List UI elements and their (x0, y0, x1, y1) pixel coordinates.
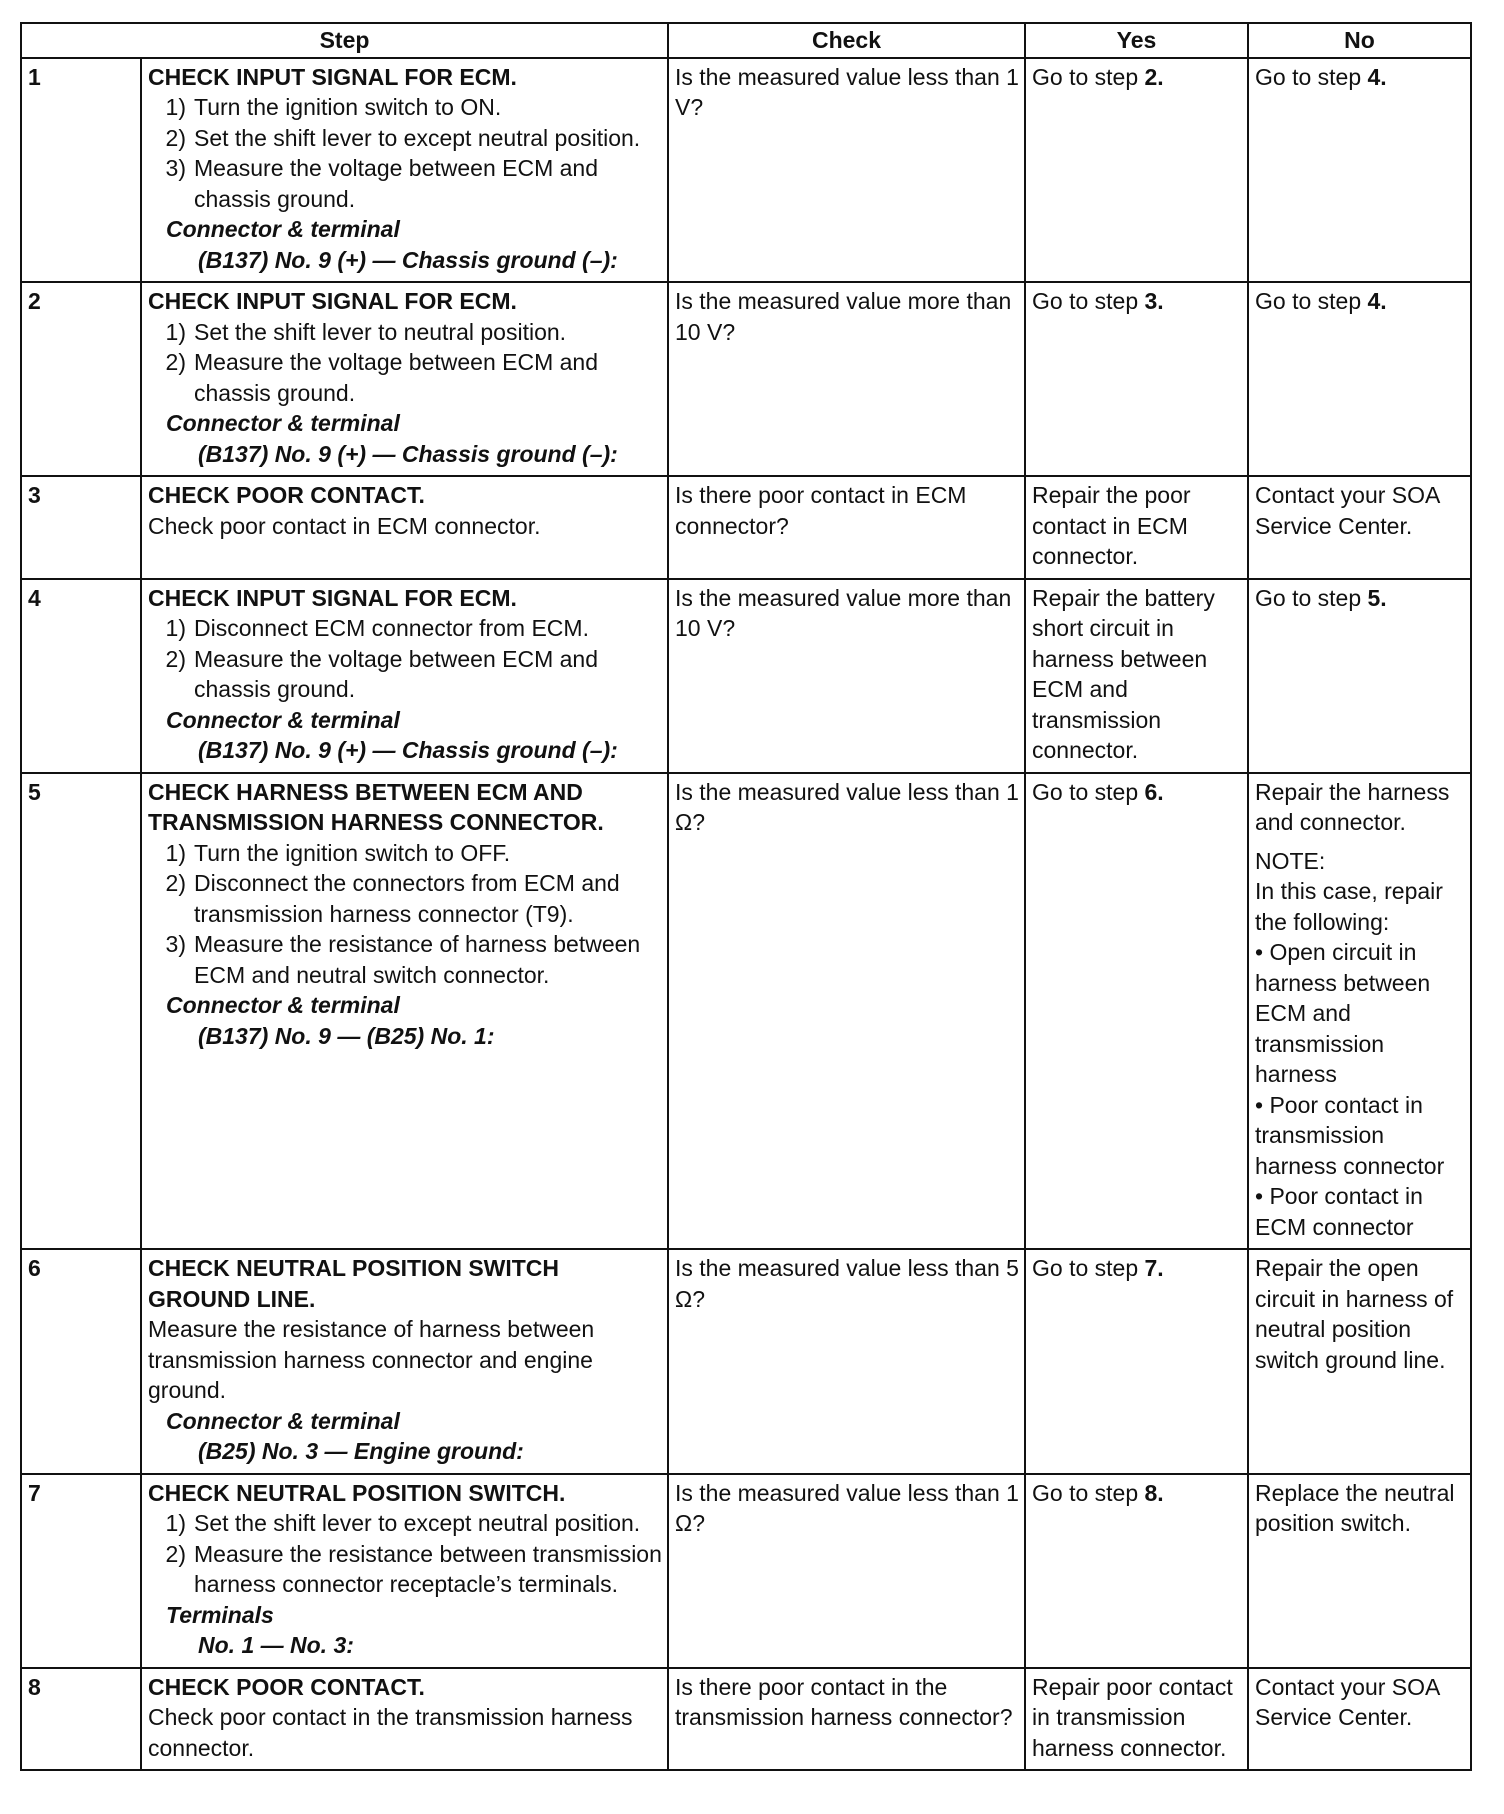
check-cell: Is the measured value less than 1 Ω? (668, 773, 1025, 1250)
no-step-number: 4. (1367, 63, 1387, 90)
step-instruction (148, 868, 662, 929)
step-number: 3 (21, 476, 141, 579)
yes-cell (1025, 1249, 1248, 1474)
yes-step-number: 7. (1144, 1255, 1164, 1281)
instruction-text: Measure the resistance between transmission harness connector receptacle’s terminals. (194, 1540, 662, 1597)
yes-cell (1025, 773, 1248, 1250)
header-step: Step (21, 23, 668, 58)
no-text: Contact your SOA Service Center. (1255, 482, 1440, 539)
no-text: Replace the neutral position switch. (1255, 1479, 1455, 1536)
instruction-text: Set the shift lever to except neutral position. (194, 124, 641, 151)
yes-cell (1025, 58, 1248, 283)
yes-step-number: 6. (1144, 778, 1164, 805)
instruction-text: Turn the ignition switch to ON. (194, 94, 502, 120)
no-cell (1248, 1668, 1471, 1771)
step-row-4 (21, 579, 1471, 773)
no-cell (1248, 1249, 1471, 1474)
step-body: Check poor contact in ECM connector. (148, 512, 541, 539)
no-text: Contact your SOA Service Center. (1255, 1673, 1440, 1730)
no-cell (1248, 579, 1471, 773)
step-number: 2 (21, 282, 141, 476)
no-cell (1248, 773, 1471, 1250)
instruction-text: Disconnect the connectors from ECM and transmission harness connector (T9). (194, 870, 620, 927)
yes-step-number: 8. (1144, 1479, 1164, 1506)
check-cell: Is there poor contact in ECM connector? (668, 476, 1025, 579)
connector-label: Terminals (166, 1601, 274, 1628)
terminal-spec: (B137) No. 9 (+) — Chassis ground (–): (198, 737, 618, 763)
no-cell (1248, 282, 1471, 476)
check-cell: Is the measured value more than 10 V? (668, 579, 1025, 773)
step-title: CHECK HARNESS BETWEEN ECM AND TRANSMISSION HARNESS CONNECTOR. (148, 778, 604, 835)
diagnostic-procedure-sheet (20, 22, 1470, 1771)
no-cell (1248, 476, 1471, 579)
instruction-number: 2) (165, 1540, 186, 1567)
step-description (141, 58, 668, 283)
step-instruction (148, 153, 662, 214)
step-number: 4 (21, 579, 141, 773)
step-description (141, 579, 668, 773)
connector-label: Connector & terminal (166, 1407, 400, 1434)
step-body: Measure the resistance of harness between transmission harness connector and engine ground. (148, 1316, 595, 1403)
instruction-number: 1) (165, 94, 186, 120)
step-instruction (148, 1539, 662, 1600)
instruction-number: 2) (165, 124, 186, 151)
instruction-number: 2) (165, 645, 186, 672)
connector-label: Connector & terminal (166, 216, 400, 242)
instruction-text: Set the shift lever to neutral position. (194, 318, 567, 345)
step-row-5 (21, 773, 1471, 1250)
no-step-number: 4. (1367, 288, 1387, 314)
step-row-7 (21, 1474, 1471, 1668)
step-instruction (148, 613, 662, 644)
check-cell: Is the measured value less than 1 Ω? (668, 1474, 1025, 1668)
terminal-spec: (B137) No. 9 (+) — Chassis ground (–): (198, 246, 618, 273)
no-cell (1248, 58, 1471, 283)
step-row-2 (21, 282, 1471, 476)
instruction-text: Turn the ignition switch to OFF. (194, 839, 511, 866)
check-cell: Is the measured value less than 1 V? (668, 58, 1025, 283)
step-row-8 (21, 1668, 1471, 1771)
step-number: 6 (21, 1249, 141, 1474)
step-description (141, 773, 668, 1250)
step-title: CHECK INPUT SIGNAL FOR ECM. (148, 63, 517, 90)
step-description (141, 1668, 668, 1771)
instruction-number: 2) (165, 870, 186, 896)
no-cell (1248, 1474, 1471, 1668)
step-description (141, 1474, 668, 1668)
header-check: Check (668, 23, 1025, 58)
step-title: CHECK NEUTRAL POSITION SWITCH. (148, 1479, 566, 1506)
note-bullet: • Poor contact in transmission harness connector (1255, 1091, 1445, 1179)
step-body: Check poor contact in the transmission harness connector. (148, 1704, 633, 1761)
yes-cell: Repair the battery short circuit in harness between ECM and transmission connector. (1025, 579, 1248, 773)
step-number: 8 (21, 1668, 141, 1771)
step-number: 7 (21, 1474, 141, 1668)
header-row (21, 23, 1471, 58)
instruction-number: 1) (165, 615, 186, 641)
instruction-number: 3) (165, 931, 186, 957)
terminal-spec: (B137) No. 9 — (B25) No. 1: (198, 1022, 495, 1049)
instruction-text: Set the shift lever to except neutral position. (194, 1510, 641, 1536)
instruction-text: Measure the voltage between ECM and chassis ground. (194, 645, 599, 702)
instruction-text: Disconnect ECM connector from ECM. (194, 615, 589, 641)
instruction-number: 1) (165, 318, 186, 345)
step-title: CHECK NEUTRAL POSITION SWITCH GROUND LINE. (148, 1255, 560, 1312)
no-text: Repair the open circuit in harness of neutral position switch ground line. (1255, 1255, 1454, 1373)
instruction-number: 3) (165, 155, 186, 181)
step-instruction (148, 929, 662, 990)
step-instruction (148, 347, 662, 408)
step-number: 1 (21, 58, 141, 283)
yes-text: Go to step (1032, 1255, 1145, 1281)
terminal-spec: (B137) No. 9 (+) — Chassis ground (–): (198, 440, 618, 467)
step-title: CHECK INPUT SIGNAL FOR ECM. (148, 288, 517, 314)
no-text: Go to step (1255, 63, 1368, 90)
check-cell: Is the measured value more than 10 V? (668, 282, 1025, 476)
step-instruction (148, 1508, 662, 1539)
step-row-1 (21, 58, 1471, 283)
check-cell: Is there poor contact in the transmission harness connector? (668, 1668, 1025, 1771)
step-title: CHECK INPUT SIGNAL FOR ECM. (148, 584, 517, 611)
step-number: 5 (21, 773, 141, 1250)
step-instruction (148, 317, 662, 348)
note-text: In this case, repair the following: (1255, 878, 1443, 935)
connector-label: Connector & terminal (166, 706, 400, 733)
step-description (141, 1249, 668, 1474)
diagnostic-table (20, 22, 1472, 1771)
yes-step-number: 3. (1144, 288, 1164, 314)
no-text: Repair the harness and connector. (1255, 778, 1450, 835)
step-instruction (148, 644, 662, 705)
yes-text: Go to step (1032, 288, 1145, 314)
instruction-number: 1) (165, 839, 186, 866)
step-description (141, 282, 668, 476)
instruction-text: Measure the voltage between ECM and chassis ground. (194, 349, 599, 406)
step-instruction (148, 838, 662, 869)
connector-label: Connector & terminal (166, 992, 400, 1018)
instruction-text: Measure the resistance of harness between ECM and neutral switch connector. (194, 931, 641, 988)
note-bullet: • Poor contact in ECM connector (1255, 1183, 1423, 1240)
connector-label: Connector & terminal (166, 410, 400, 436)
instruction-number: 1) (165, 1510, 186, 1536)
yes-cell: Repair the poor contact in ECM connector. (1025, 476, 1248, 579)
note-label: NOTE: (1255, 847, 1326, 874)
instruction-text: Measure the voltage between ECM and chassis ground. (194, 155, 599, 212)
check-cell: Is the measured value less than 5 Ω? (668, 1249, 1025, 1474)
header-yes: Yes (1025, 23, 1248, 58)
step-row-3 (21, 476, 1471, 579)
step-title: CHECK POOR CONTACT. (148, 482, 425, 508)
step-instruction (148, 123, 662, 154)
no-step-number: 5. (1367, 584, 1387, 611)
header-no: No (1248, 23, 1471, 58)
yes-step-number: 2. (1144, 63, 1164, 90)
note-bullet: • Open circuit in harness between ECM and transmission harness (1255, 939, 1431, 1087)
yes-text: Go to step (1032, 778, 1145, 805)
step-description (141, 476, 668, 579)
no-text: Go to step (1255, 584, 1368, 611)
terminal-spec: No. 1 — No. 3: (198, 1632, 354, 1658)
step-instruction (148, 92, 662, 123)
yes-cell (1025, 282, 1248, 476)
yes-text: Go to step (1032, 1479, 1145, 1506)
yes-cell: Repair poor contact in transmission harness connector. (1025, 1668, 1248, 1771)
step-title: CHECK POOR CONTACT. (148, 1673, 425, 1700)
instruction-number: 2) (165, 349, 186, 375)
terminal-spec: (B25) No. 3 — Engine ground: (198, 1438, 524, 1464)
yes-cell (1025, 1474, 1248, 1668)
yes-text: Go to step (1032, 63, 1145, 90)
step-row-6 (21, 1249, 1471, 1474)
no-text: Go to step (1255, 288, 1368, 314)
